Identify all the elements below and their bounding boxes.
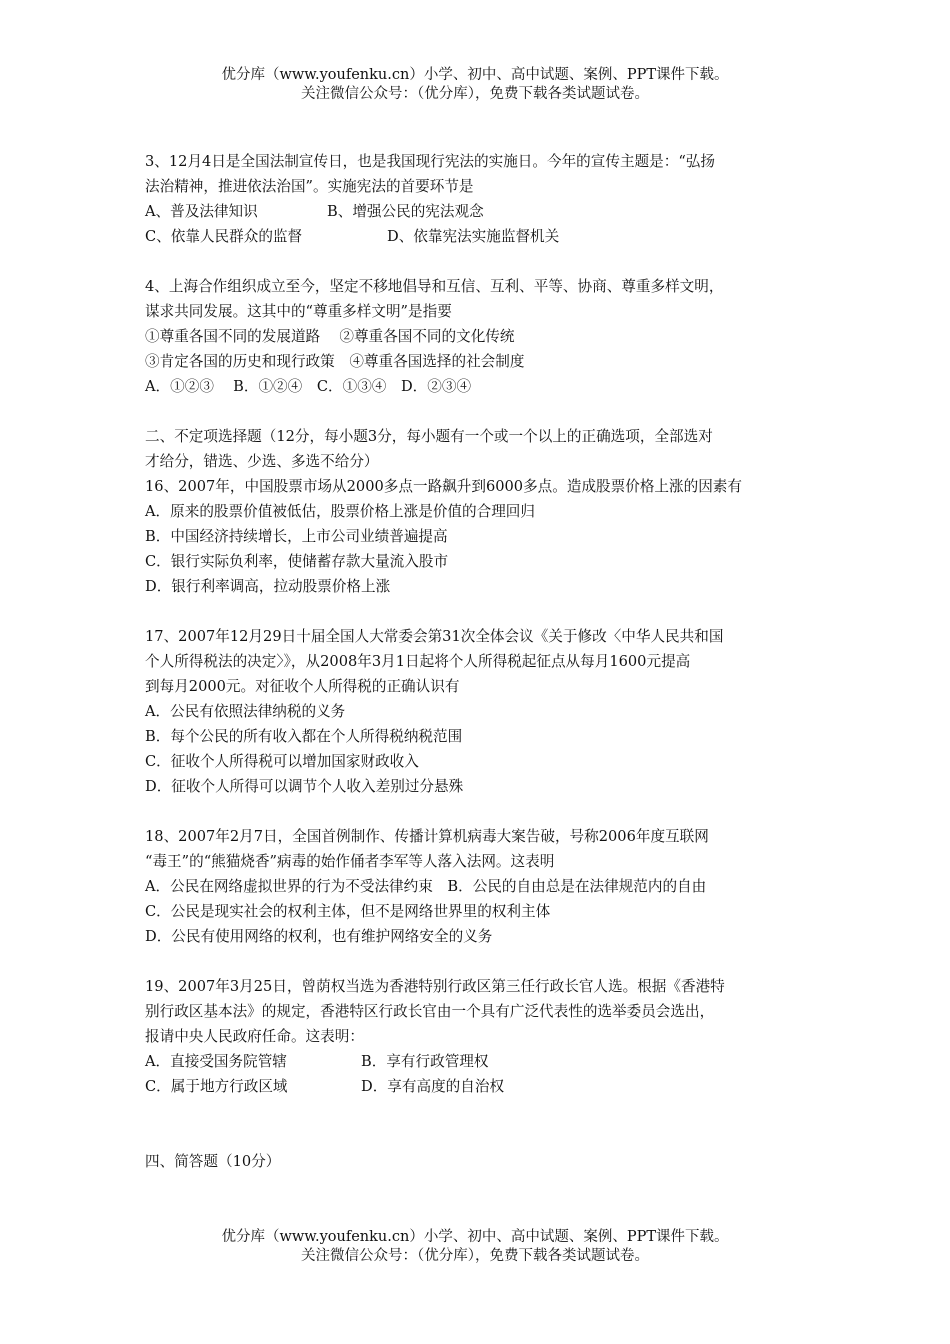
q19-option-c: C．属于地方行政区域 (145, 1078, 288, 1095)
q17-stem-line-2: 个人所得税法的决定〉》，从2008年3月1日起将个人所得税起征点从每月1600元提高 (145, 653, 691, 670)
q3-stem-line-2: 法治精神，推进依法治国”。实施宪法的首要环节是 (145, 178, 474, 195)
q19-stem-line-2: 别行政区基本法》的规定，香港特区行政长官由一个具有广泛代表性的选举委员会选出， (145, 1003, 715, 1020)
q19-option-b: B．享有行政管理权 (361, 1053, 489, 1070)
question-17 (145, 624, 810, 799)
question-16 (145, 474, 810, 599)
page-footer (0, 1228, 950, 1266)
q19-stem-line-3: 报请中央人民政府任命。这表明： (145, 1028, 364, 1045)
q3-stem-line-1: 3、12月4日是全国法制宣传日，也是我国现行宪法的实施日。今年的宣传主题是：“弘扬 (145, 153, 715, 170)
spacer (145, 599, 810, 624)
spacer (145, 1099, 810, 1149)
q19-option-a: A．直接受国务院管辖 (145, 1053, 287, 1070)
q17-option-b: B．每个公民的所有收入都在个人所得税纳税范围 (145, 728, 463, 745)
section-4-title: 四、简答题（10分） (145, 1153, 281, 1170)
q16-option-d: D．银行利率调高，拉动股票价格上涨 (145, 578, 391, 595)
header-line-1: 优分库（www.youfenku.cn）小学、初中、高中试题、案例、PPT课件下载。 (221, 67, 729, 83)
q16-option-a: A．原来的股票价值被低估，股票价格上涨是价值的合理回归 (145, 503, 535, 520)
q3-option-a: A、普及法律知识 (145, 203, 258, 220)
q3-option-d: D、依靠宪法实施监督机关 (387, 228, 560, 245)
question-4 (145, 274, 810, 399)
q19-stem-line-1: 19、2007年3月25日，曾荫权当选为香港特别行政区第三任行政长官人选。根据《香港特 (145, 978, 725, 995)
spacer (145, 799, 810, 824)
q4-statements-1-2: ①尊重各国不同的发展道路 ②尊重各国不同的文化传统 (145, 328, 515, 345)
footer-line-2: 关注微信公众号：（优分库），免费下载各类试题试卷。 (301, 1248, 649, 1264)
q18-stem-line-1: 18、2007年2月7日，全国首例制作、传播计算机病毒大案告破，号称2006年度互联网 (145, 828, 709, 845)
q3-option-c: C、依靠人民群众的监督 (145, 228, 303, 245)
section-2-title-line-2: 才给分，错选、少选、多选不给分） (145, 453, 379, 470)
q3-options-cd (145, 224, 810, 249)
q17-option-a: A．公民有依照法律纳税的义务 (145, 703, 346, 720)
page-header (0, 66, 950, 104)
spacer (145, 399, 810, 424)
q19-options-cd (145, 1074, 810, 1099)
q16-option-c: C．银行实际负利率，使储蓄存款大量流入股市 (145, 553, 449, 570)
q19-options-ab (145, 1049, 810, 1074)
q18-option-d: D．公民有使用网络的权利，也有维护网络安全的义务 (145, 928, 493, 945)
q4-statements-3-4: ③肯定各国的历史和现行政策 ④尊重各国选择的社会制度 (145, 353, 525, 370)
footer-line-1: 优分库（www.youfenku.cn）小学、初中、高中试题、案例、PPT课件下载。 (221, 1229, 729, 1245)
q17-option-d: D．征收个人所得可以调节个人收入差别过分悬殊 (145, 778, 464, 795)
q16-stem: 16、2007年，中国股票市场从2000多点一路飙升到6000多点。造成股票价格上涨的因素有 (145, 478, 742, 495)
q17-stem-line-1: 17、2007年12月29日十届全国人大常委会第31次全体会议《关于修改〈中华人民共和国 (145, 628, 724, 645)
spacer (145, 949, 810, 974)
spacer (145, 249, 810, 274)
q17-stem-line-3: 到每月2000元。对征收个人所得税的正确认识有 (145, 678, 460, 695)
q16-option-b: B．中国经济持续增长，上市公司业绩普遍提高 (145, 528, 448, 545)
q19-option-d: D．享有高度的自治权 (361, 1078, 505, 1095)
question-3 (145, 149, 810, 249)
q17-option-c: C．征收个人所得税可以增加国家财政收入 (145, 753, 419, 770)
q18-option-c: C．公民是现实社会的权利主体，但不是网络世界里的权利主体 (145, 903, 551, 920)
q18-options-ab: A．公民在网络虚拟世界的行为不受法律约束 B．公民的自由总是在法律规范内的自由 (145, 878, 707, 895)
question-18 (145, 824, 810, 949)
q3-options-ab (145, 199, 810, 224)
section-2-heading (145, 424, 810, 474)
document-body (145, 149, 810, 1174)
header-line-2: 关注微信公众号：（优分库），免费下载各类试题试卷。 (301, 86, 649, 102)
q4-options: A．①②③ B．①②④ C．①③④ D．②③④ (145, 378, 472, 395)
section-2-title-line-1: 二、不定项选择题（12分，每小题3分，每小题有一个或一个以上的正确选项，全部选对 (145, 428, 713, 445)
q18-stem-line-2: “毒王”的“熊猫烧香”病毒的始作俑者李军等人落入法网。这表明 (145, 853, 555, 870)
q3-option-b: B、增强公民的宪法观念 (327, 203, 484, 220)
question-19 (145, 974, 810, 1099)
q4-stem-line-1: 4、上海合作组织成立至今，坚定不移地倡导和互信、互利、平等、协商、尊重多样文明， (145, 278, 724, 295)
q4-stem-line-2: 谋求共同发展。这其中的“尊重多样文明”是指要 (145, 303, 452, 320)
